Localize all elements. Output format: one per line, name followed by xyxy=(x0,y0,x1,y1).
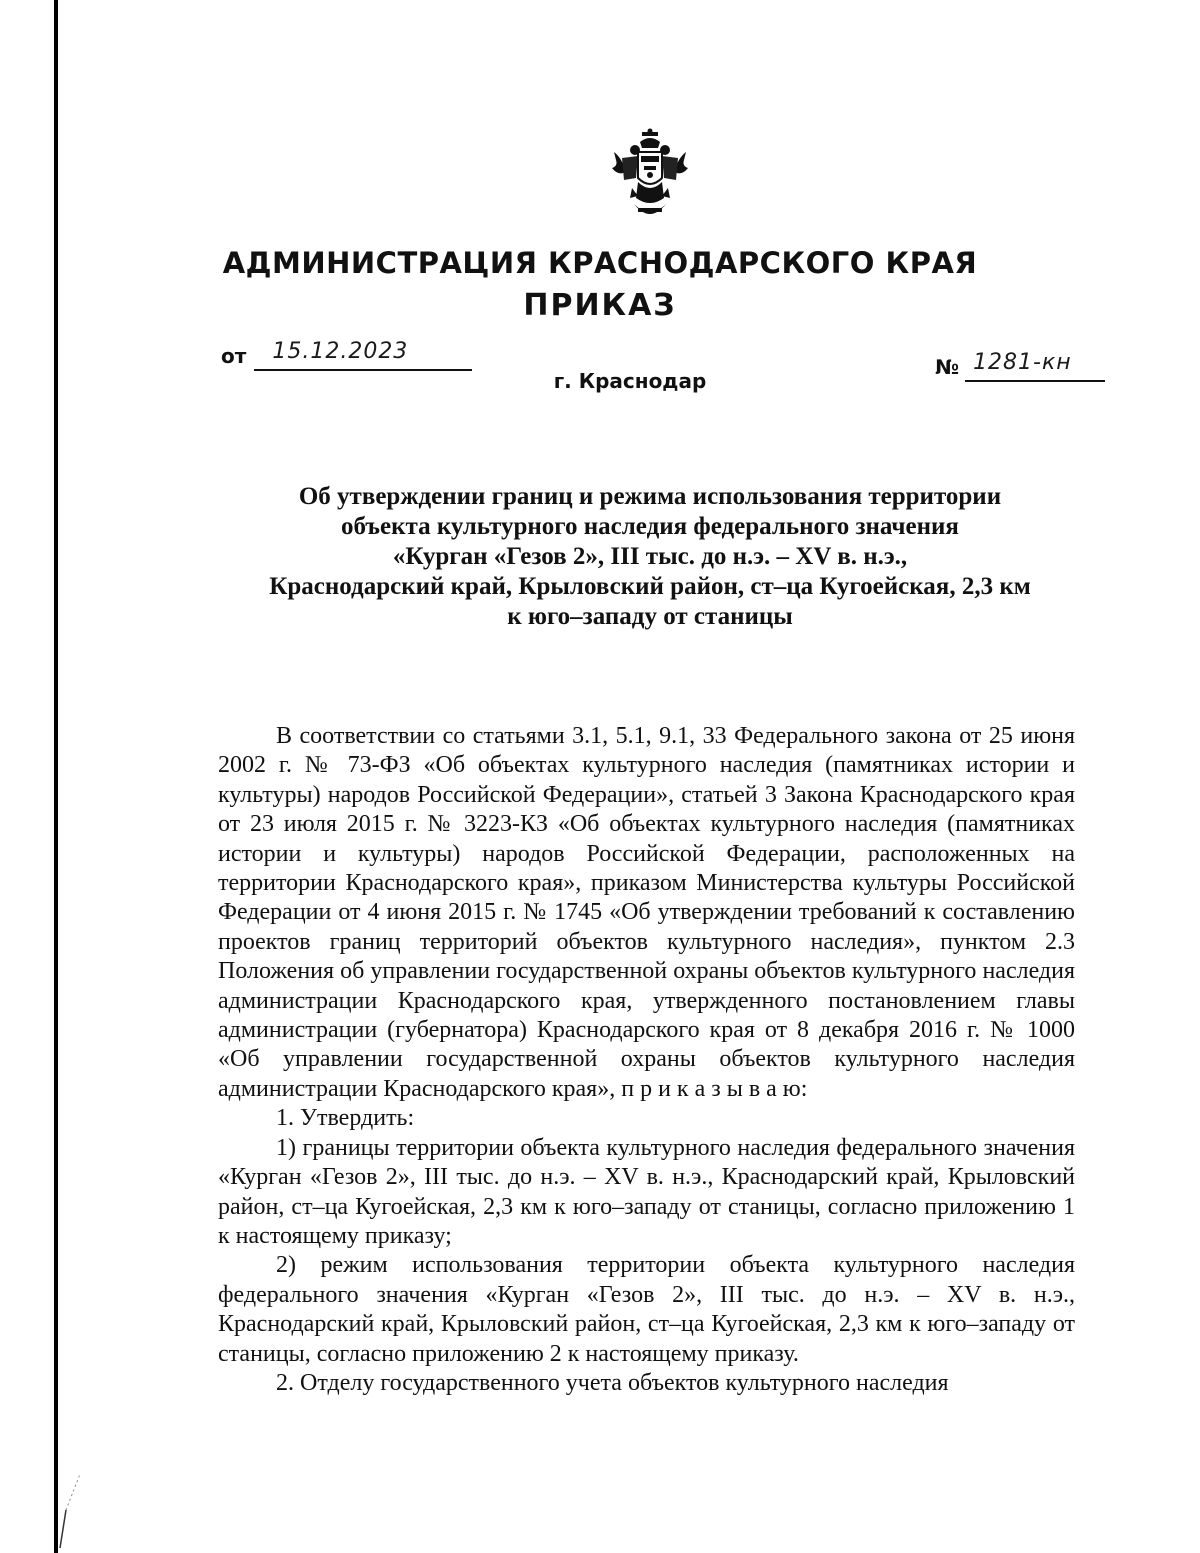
order-subject xyxy=(200,482,1100,632)
scan-edge-line xyxy=(54,0,58,1553)
order-body xyxy=(218,722,1075,1398)
item-1-1: 1) границы территории объекта культурного наследия федерального значения «Курган «Гезов 2», III тыс. до н.э. – XV в. н.э., Краснодарский край, Крыловский район, ст–ца Кугоейская, 2,3 км к юго–западу от станицы, согласно приложению 1 к настоящему приказу; xyxy=(218,1134,1075,1249)
item-1-2: 2) режим использования территории объекта культурного наследия федерального значения «Курган «Гезов 2», III тыс. до н.э. – XV в. н.э., Краснодарский край, Крыловский район, ст–ца Кугоейская, 2,3 км к юго–западу от станицы, согласно приложению 2 к настоящему приказу. xyxy=(218,1252,1075,1367)
scan-margin-mark xyxy=(58,1470,88,1550)
date-handwritten-value: 15.12.2023 xyxy=(272,339,409,364)
organization-title: АДМИНИСТРАЦИЯ КРАСНОДАРСКОГО КРАЯ xyxy=(222,246,978,280)
document-type: ПРИКАЗ xyxy=(523,288,677,323)
subject-line: к юго–западу от станицы xyxy=(507,603,793,630)
preamble-paragraph: В соответствии со статьями 3.1, 5.1, 9.1, 33 Федерального закона от 25 июня 2002 г. № 73-ФЗ «Об объектах культурного наследия (памятниках истории и культуры) народов Российской Федерации», статьей 3 Закона Краснодарского края от 23 июля 2015 г. № 3223-КЗ «Об объектах культурного наследия (памятниках истории и культуры) народов Российской Федерации, расположенных на территории Краснодарского края», приказом Министерства культуры Российской Федерации от 4 июня 2015 г. № 1745 «Об утверждении требований к составлению проектов границ территорий объектов культурного наследия», пунктом 2.3 Положения об управлении государственной охраны объектов культурного наследия администрации Краснодарского края, утвержденного постановлением главы администрации (губернатора) Краснодарского края от 8 декабря 2016 г. № 1000 «Об управлении государственной охраны объектов культурного наследия администрации Краснодарского края», п р и к а з ы в а ю: xyxy=(218,723,1075,1102)
item-1: 1. Утвердить: xyxy=(276,1105,415,1132)
item-2: 2. Отделу государственного учета объектов культурного наследия xyxy=(276,1369,949,1396)
order-number-row xyxy=(935,352,1105,382)
krasnodar-coat-of-arms-icon xyxy=(608,128,692,220)
number-field xyxy=(965,350,1105,382)
city-label: г. Краснодар xyxy=(553,369,707,393)
subject-line: «Курган «Гезов 2», III тыс. до н.э. – XV в. н.э., xyxy=(392,543,908,570)
number-handwritten-value: 1281-кн xyxy=(973,350,1072,375)
subject-line: Краснодарский край, Крыловский район, ст–ца Кугоейская, 2,3 км xyxy=(269,573,1031,600)
number-prefix: № xyxy=(935,355,960,379)
date-prefix: от xyxy=(221,344,247,368)
subject-line: объекта культурного наследия федерального значения xyxy=(341,513,959,540)
subject-line: Об утверждении границ и режима использования территории xyxy=(298,483,1002,510)
